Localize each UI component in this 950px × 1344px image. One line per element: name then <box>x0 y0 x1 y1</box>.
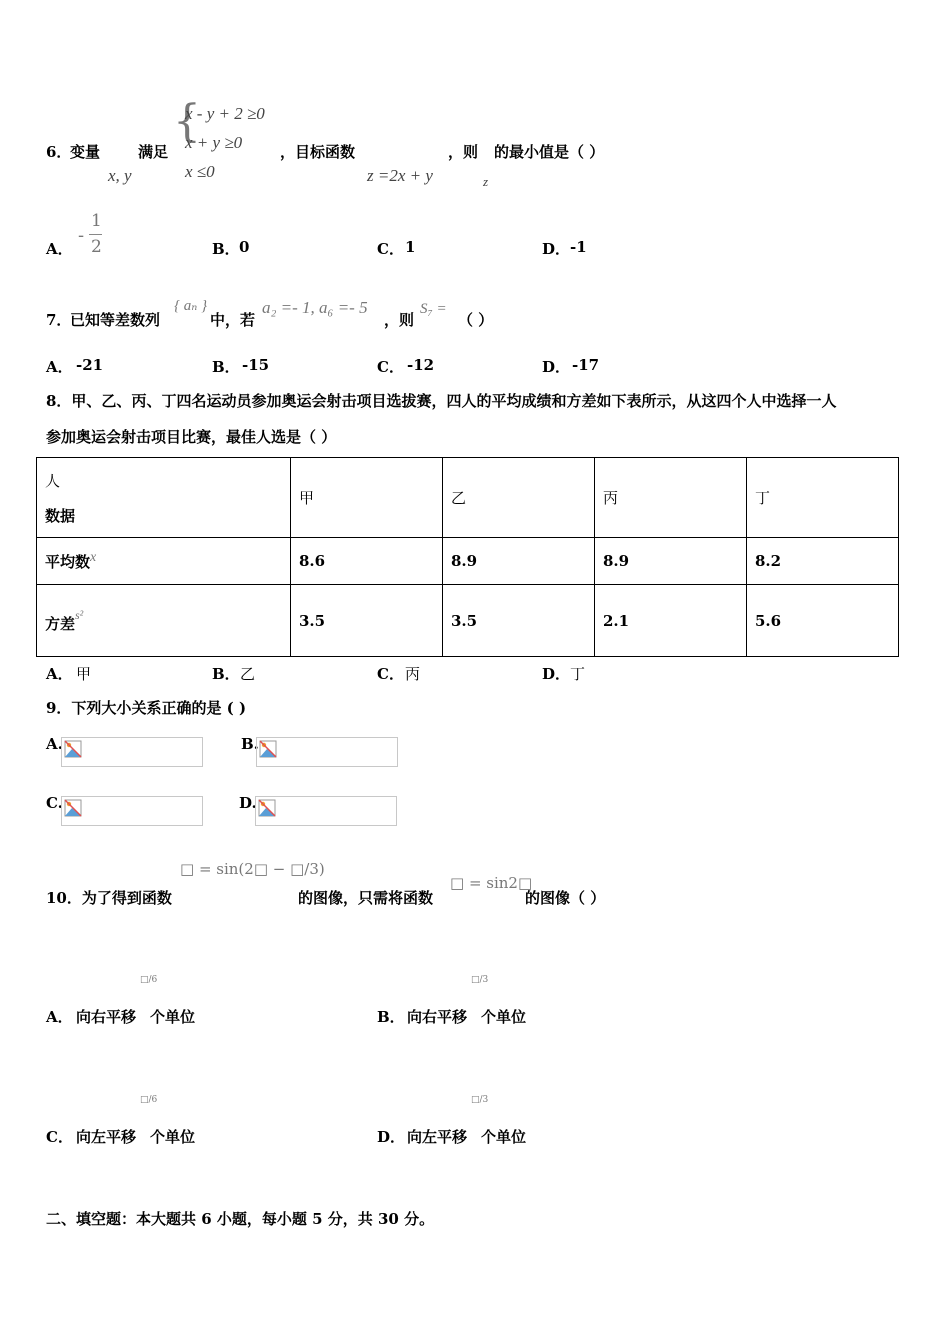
q7-text-3: ，则 <box>384 311 415 329</box>
table-header-row <box>37 458 899 538</box>
q6-text-3: ，目标函数 <box>280 143 356 161</box>
q10-text-1: 10．为了得到函数 <box>46 889 172 907</box>
q8-option-a-label: A． <box>46 665 73 683</box>
corner-label-top: 人 <box>45 471 61 490</box>
q6-brace: { <box>173 96 201 147</box>
q6-z: z <box>483 174 489 189</box>
table-row-label <box>37 538 291 585</box>
q9-option-c-label: C. <box>46 794 63 812</box>
table-cell: 3.5 <box>443 585 595 657</box>
table-row <box>37 585 899 657</box>
table-cell: 3.5 <box>291 585 443 657</box>
table-header-cell: 丙 <box>595 458 747 538</box>
q9-text: 9．下列大小关系正确的是 ( ) <box>46 699 247 717</box>
q10-option-c-label: C． <box>46 1128 73 1146</box>
q10-option-b-label: B． <box>377 1008 405 1026</box>
table-header-corner <box>37 458 291 538</box>
q10-target-function: □ = sin(2□ − □/3) <box>180 860 325 878</box>
broken-image-icon <box>259 740 277 758</box>
q8-option-b-text: 乙 <box>240 665 256 683</box>
q7-text-4: （ ） <box>458 311 494 329</box>
q7-option-c-text: -12 <box>407 356 435 374</box>
table-header-cell: 乙 <box>443 458 595 538</box>
broken-image-icon <box>64 799 82 817</box>
q7-option-a-label: A． <box>46 358 73 376</box>
q10-option-b-shift: □/3 <box>471 975 489 985</box>
q10-option-a-direction: 向右平移 <box>76 1008 137 1026</box>
q8-option-d-text: 丁 <box>570 665 586 683</box>
q10-text-3: 的图像（ ） <box>525 889 606 907</box>
q10-option-c-direction: 向左平移 <box>76 1128 137 1146</box>
q6-option-a-denominator: 2 <box>91 237 102 257</box>
q7-option-d-text: -17 <box>572 356 600 374</box>
q9-option-b-label: B. <box>241 735 259 753</box>
section-2-heading: 二、填空题：本大题共 6 小题，每小题 5 分，共 30 分。 <box>46 1210 435 1228</box>
q6-constraint-3: x ≤0 <box>185 162 215 181</box>
q6-vars: x, y <box>108 166 132 185</box>
q7-text-1: 已知等差数列 <box>70 311 161 329</box>
q7-option-c-label: C． <box>377 358 404 376</box>
q8-line-2: 参加奥运会射击项目比赛，最佳人选是（ ） <box>46 428 337 446</box>
broken-image-icon <box>258 799 276 817</box>
q8-option-a-text: 甲 <box>76 665 92 683</box>
table-row-label <box>37 585 291 657</box>
row-label-text: 方差 <box>45 614 76 633</box>
q10-source-function: □ = sin2□ <box>450 874 533 892</box>
q9-option-a-image <box>61 737 203 767</box>
q8-option-c-label: C． <box>377 665 404 683</box>
row-label-text: 平均数 <box>45 553 91 571</box>
q10-option-a-shift: □/6 <box>140 975 158 985</box>
q10-option-c-shift: □/6 <box>140 1095 158 1105</box>
q10-option-b-unit: 个单位 <box>481 1008 527 1026</box>
table-cell: 8.9 <box>443 538 595 585</box>
table-cell: 8.2 <box>747 538 899 585</box>
q10-option-b-direction: 向右平移 <box>407 1008 468 1026</box>
q7-text-2: 中，若 <box>210 311 256 329</box>
q8-option-b-label: B． <box>212 665 240 683</box>
q6-constraint-1: x - y + 2 ≥0 <box>185 104 265 123</box>
q7-sequence: { aₙ } <box>174 298 208 314</box>
q6-option-c-label: C． <box>377 240 404 258</box>
q6-text-4: ，则 <box>448 143 479 161</box>
q9-option-b-image <box>256 737 398 767</box>
q6-option-a-fraction-bar <box>89 234 102 235</box>
q6-text-1: 变量 <box>70 143 101 161</box>
q9-option-d-image <box>255 796 397 826</box>
q9-option-a-label: A. <box>46 735 63 753</box>
q7-number: 7． <box>46 311 72 329</box>
table-header-cell: 丁 <box>747 458 899 538</box>
q6-option-a-numerator: 1 <box>91 211 102 231</box>
table-cell: 5.6 <box>747 585 899 657</box>
q6-number: 6． <box>46 143 72 161</box>
q8-line-1: 8．甲、乙、丙、丁四名运动员参加奥运会射击项目选拔赛，四人的平均成绩和方差如下表所示，从这四个人中选择一人 <box>46 392 837 410</box>
q6-option-a-minus: - <box>78 225 85 246</box>
table-row <box>37 538 899 585</box>
q10-option-d-direction: 向左平移 <box>407 1128 468 1146</box>
q7-option-b-label: B． <box>212 358 240 376</box>
q9-option-d-label: D. <box>239 794 257 812</box>
q10-option-c-unit: 个单位 <box>150 1128 196 1146</box>
q6-option-d-text: -1 <box>570 238 587 256</box>
corner-label-bottom: 数据 <box>45 506 76 525</box>
q10-option-a-label: A． <box>46 1008 73 1026</box>
q7-option-a-text: -21 <box>76 356 104 374</box>
q6-option-b-label: B． <box>212 240 240 258</box>
row-label-symbol: s² <box>75 607 84 622</box>
q6-option-c-text: 1 <box>405 238 416 256</box>
q6-text-2: 满足 <box>138 143 169 161</box>
q6-text-5: 的最小值是（ ） <box>494 143 605 161</box>
q8-option-d-label: D． <box>542 665 571 683</box>
q7-condition: a₂ =- 1, a₆ =- 5 <box>262 298 368 317</box>
q7-option-b-text: -15 <box>242 356 270 374</box>
q6-option-b-text: 0 <box>239 238 250 256</box>
q10-option-d-unit: 个单位 <box>481 1128 527 1146</box>
broken-image-icon <box>64 740 82 758</box>
q8-option-c-text: 丙 <box>405 665 421 683</box>
q9-option-c-image <box>61 796 203 826</box>
table-cell: 2.1 <box>595 585 747 657</box>
q6-option-a-label: A． <box>46 240 73 258</box>
row-label-symbol: x <box>90 550 97 565</box>
table-cell: 8.9 <box>595 538 747 585</box>
q7-option-d-label: D． <box>542 358 571 376</box>
q10-text-2: 的图像，只需将函数 <box>298 889 434 907</box>
q6-option-d-label: D． <box>542 240 571 258</box>
q10-option-d-shift: □/3 <box>471 1095 489 1105</box>
q10-option-a-unit: 个单位 <box>150 1008 196 1026</box>
table-cell: 8.6 <box>291 538 443 585</box>
q8-data-table <box>36 457 899 657</box>
q6-objective: z =2x + y <box>367 166 433 185</box>
q7-s7: S₇ = <box>420 301 447 317</box>
q10-option-d-label: D． <box>377 1128 406 1146</box>
q6-constraint-2: x + y ≥0 <box>185 133 243 152</box>
table-header-cell: 甲 <box>291 458 443 538</box>
